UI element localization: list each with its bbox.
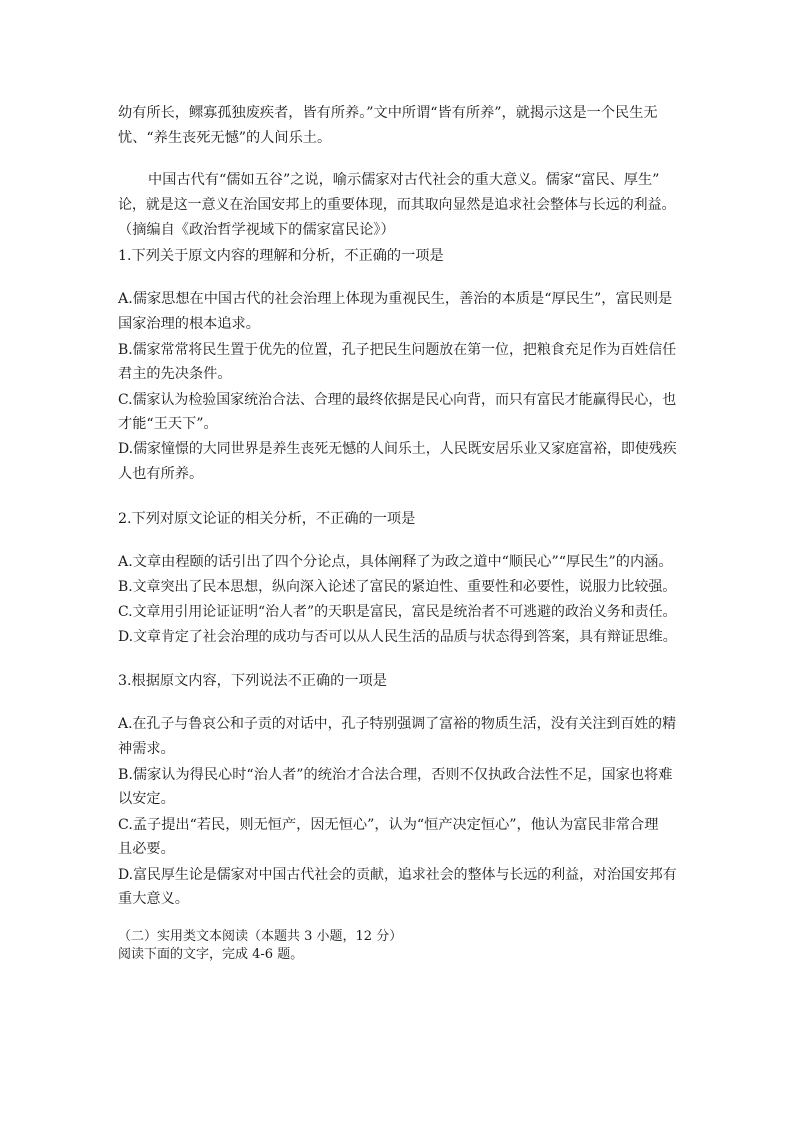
passage-line: 论，就是这一意义在治国安邦上的重要体现，而其取向显然是追求社会整体与长远的利益。 — [118, 197, 676, 213]
q2-option-b: B.文章突出了民本思想，纵向深入论述了富民的紧迫性、重要性和必要性，说服力比较强。 — [118, 579, 677, 595]
q3-option-d: D.富民厚生论是儒家对中国古代社会的贡献，追求社会的整体与长远的利益，对治国安邦有 — [118, 867, 677, 883]
q1-option-b-cont: 君主的先决条件。 — [118, 366, 232, 382]
q1-option-c-cont: 才能“王天下”。 — [118, 416, 218, 432]
q3-option-a: A.在孔子与鲁哀公和子贡的对话中，孔子特别强调了富裕的物质生活，没有关注到百姓的精 — [118, 716, 677, 732]
source-citation: （摘编自《政治哲学视域下的儒家富民论》） — [118, 222, 395, 238]
q2-option-a: A.文章由程颐的话引出了四个分论点，具体阐释了为政之道中“顺民心”“厚民生”的内涵。 — [118, 554, 673, 570]
q3-option-d-cont: 重大意义。 — [118, 891, 189, 907]
question-3-stem: 3.根据原文内容，下列说法不正确的一项是 — [118, 673, 387, 689]
q2-option-d: D.文章肯定了社会治理的成功与否可以从人民生活的品质与状态得到答案，具有辩证思维。 — [118, 629, 677, 645]
q3-option-a-cont: 神需求。 — [118, 741, 175, 757]
q3-option-c: C.孟子提出“若民，则无恒产，因无恒心”，认为“恒产决定恒心”，他认为富民非常合理 — [118, 817, 659, 833]
q3-option-b-cont: 以安定。 — [118, 791, 175, 807]
section-instruction: 阅读下面的文字，完成 4-6 题。 — [118, 947, 304, 962]
q1-option-d: D.儒家憧憬的大同世界是养生丧死无憾的人间乐土，人民既安居乐业又家庭富裕，即使残疾 — [118, 441, 677, 457]
q3-option-b: B.儒家认为得民心时“治人者”的统治才合法合理，否则不仅执政合法性不足，国家也将难 — [118, 767, 673, 783]
q1-option-d-cont: 人也有所养。 — [118, 466, 204, 482]
q2-option-c: C.文章用引用论证证明“治人者”的天职是富民，富民是统治者不可逃避的政治义务和责任。 — [118, 604, 677, 620]
q1-option-c: C.儒家认为检验国家统治合法、合理的最终依据是民心向背，而只有富民才能赢得民心，也 — [118, 392, 677, 408]
q1-option-a-cont: 国家治理的根本追求。 — [118, 316, 260, 332]
passage-line: 幼有所长，鳏寡孤独废疾者，皆有所养。”文中所谓“皆有所养”，就揭示这是一个民生无 — [118, 105, 658, 121]
q1-option-a: A.儒家思想在中国古代的社会治理上体现为重视民生，善治的本质是“厚民生”，富民则是 — [118, 291, 673, 307]
q1-option-b: B.儒家常常将民生置于优先的位置，孔子把民生问题放在第一位，把粮食充足作为百姓信任 — [118, 342, 677, 358]
section-heading: （二）实用类文本阅读（本题共 3 小题，12 分） — [118, 929, 403, 944]
question-1-stem: 1.下列关于原文内容的理解和分析，不正确的一项是 — [118, 248, 444, 264]
q3-option-c-cont: 且必要。 — [118, 841, 175, 857]
passage-line: 忧、“养生丧死无憾”的人间乐土。 — [118, 130, 332, 146]
passage-line: 中国古代有“儒如五谷”之说，喻示儒家对古代社会的重大意义。儒家“富民、厚生” — [148, 172, 660, 188]
question-2-stem: 2.下列对原文论证的相关分析，不正确的一项是 — [118, 511, 416, 527]
